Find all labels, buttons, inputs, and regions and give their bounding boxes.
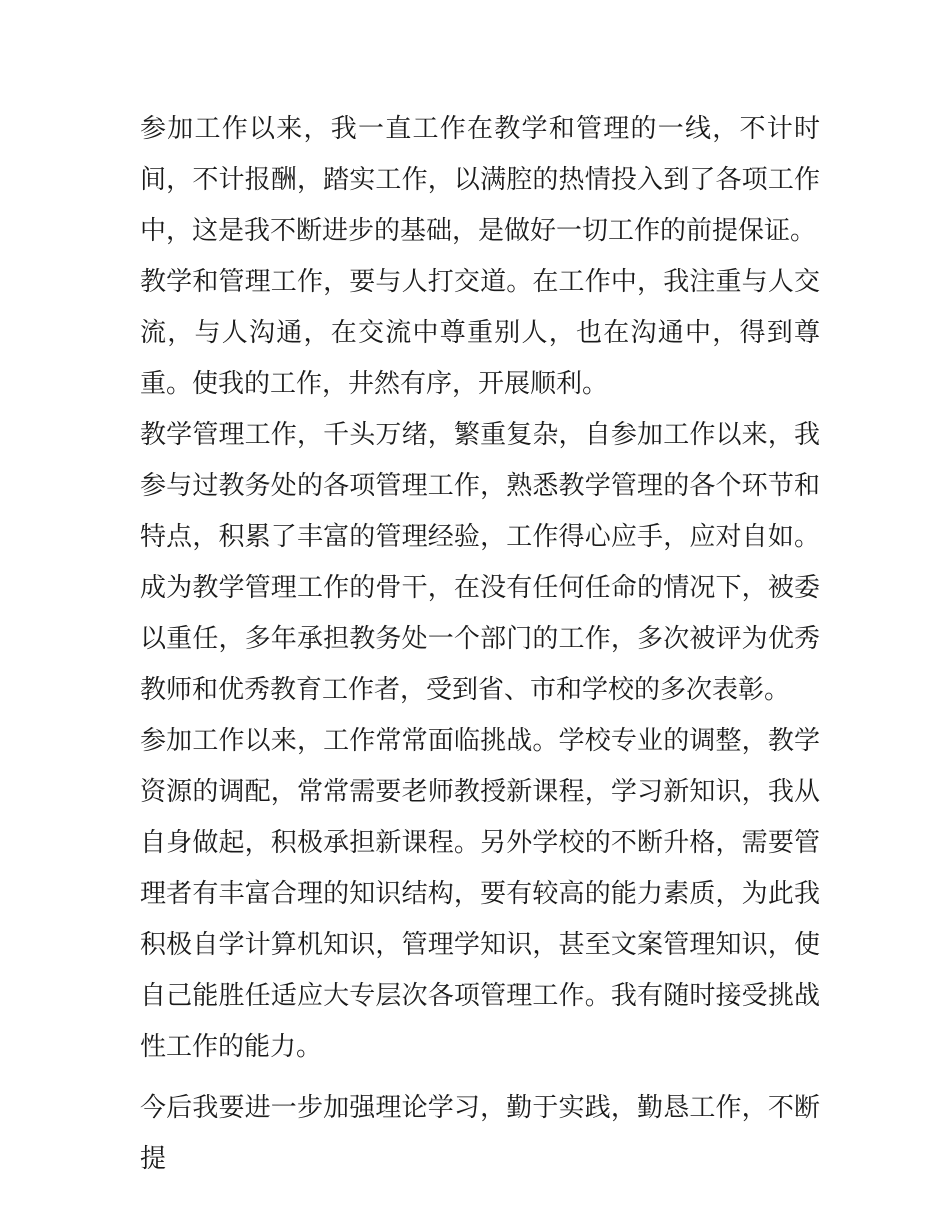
paragraph-1: 参加工作以来，我一直工作在教学和管理的一线，不计时间，不计报酬，踏实工作，以满腔的热情投入到了各项工作中，这是我不断进步的基础，是做好一切工作的前提保证。 — [140, 114, 820, 246]
paragraph-3: 教学管理工作，千头万绪，繁重复杂，自参加工作以来，我参与过教务处的各项管理工作，熟悉教学管理的各个环节和特点，积累了丰富的管理经验，工作得心应手，应对自如。成为教学管理工作的骨干，在没有任何任命的情况下，被委以重任，多年承担教务处一个部门的工作，多次被评为优秀教师和优秀教育工作者，受到省、市和学校的多次表彰。 — [140, 420, 820, 705]
paragraph-5: 今后我要进一步加强理论学习，勤于实践，勤恳工作，不断提 — [140, 1093, 820, 1174]
paragraph-2: 教学和管理工作，要与人打交道。在工作中，我注重与人交流，与人沟通，在交流中尊重别人，也在沟通中，得到尊重。使我的工作，井然有序，开展顺利。 — [140, 267, 820, 399]
document-body — [140, 104, 820, 1185]
paragraph-4: 参加工作以来，工作常常面临挑战。学校专业的调整，教学资源的调配，常常需要老师教授新课程，学习新知识，我从自身做起，积极承担新课程。另外学校的不断升格，需要管理者有丰富合理的知识结构，要有较高的能力素质，为此我积极自学计算机知识，管理学知识，甚至文案管理知识，使自己能胜任适应大专层次各项管理工作。我有随时接受挑战性工作的能力。 — [140, 726, 820, 1062]
